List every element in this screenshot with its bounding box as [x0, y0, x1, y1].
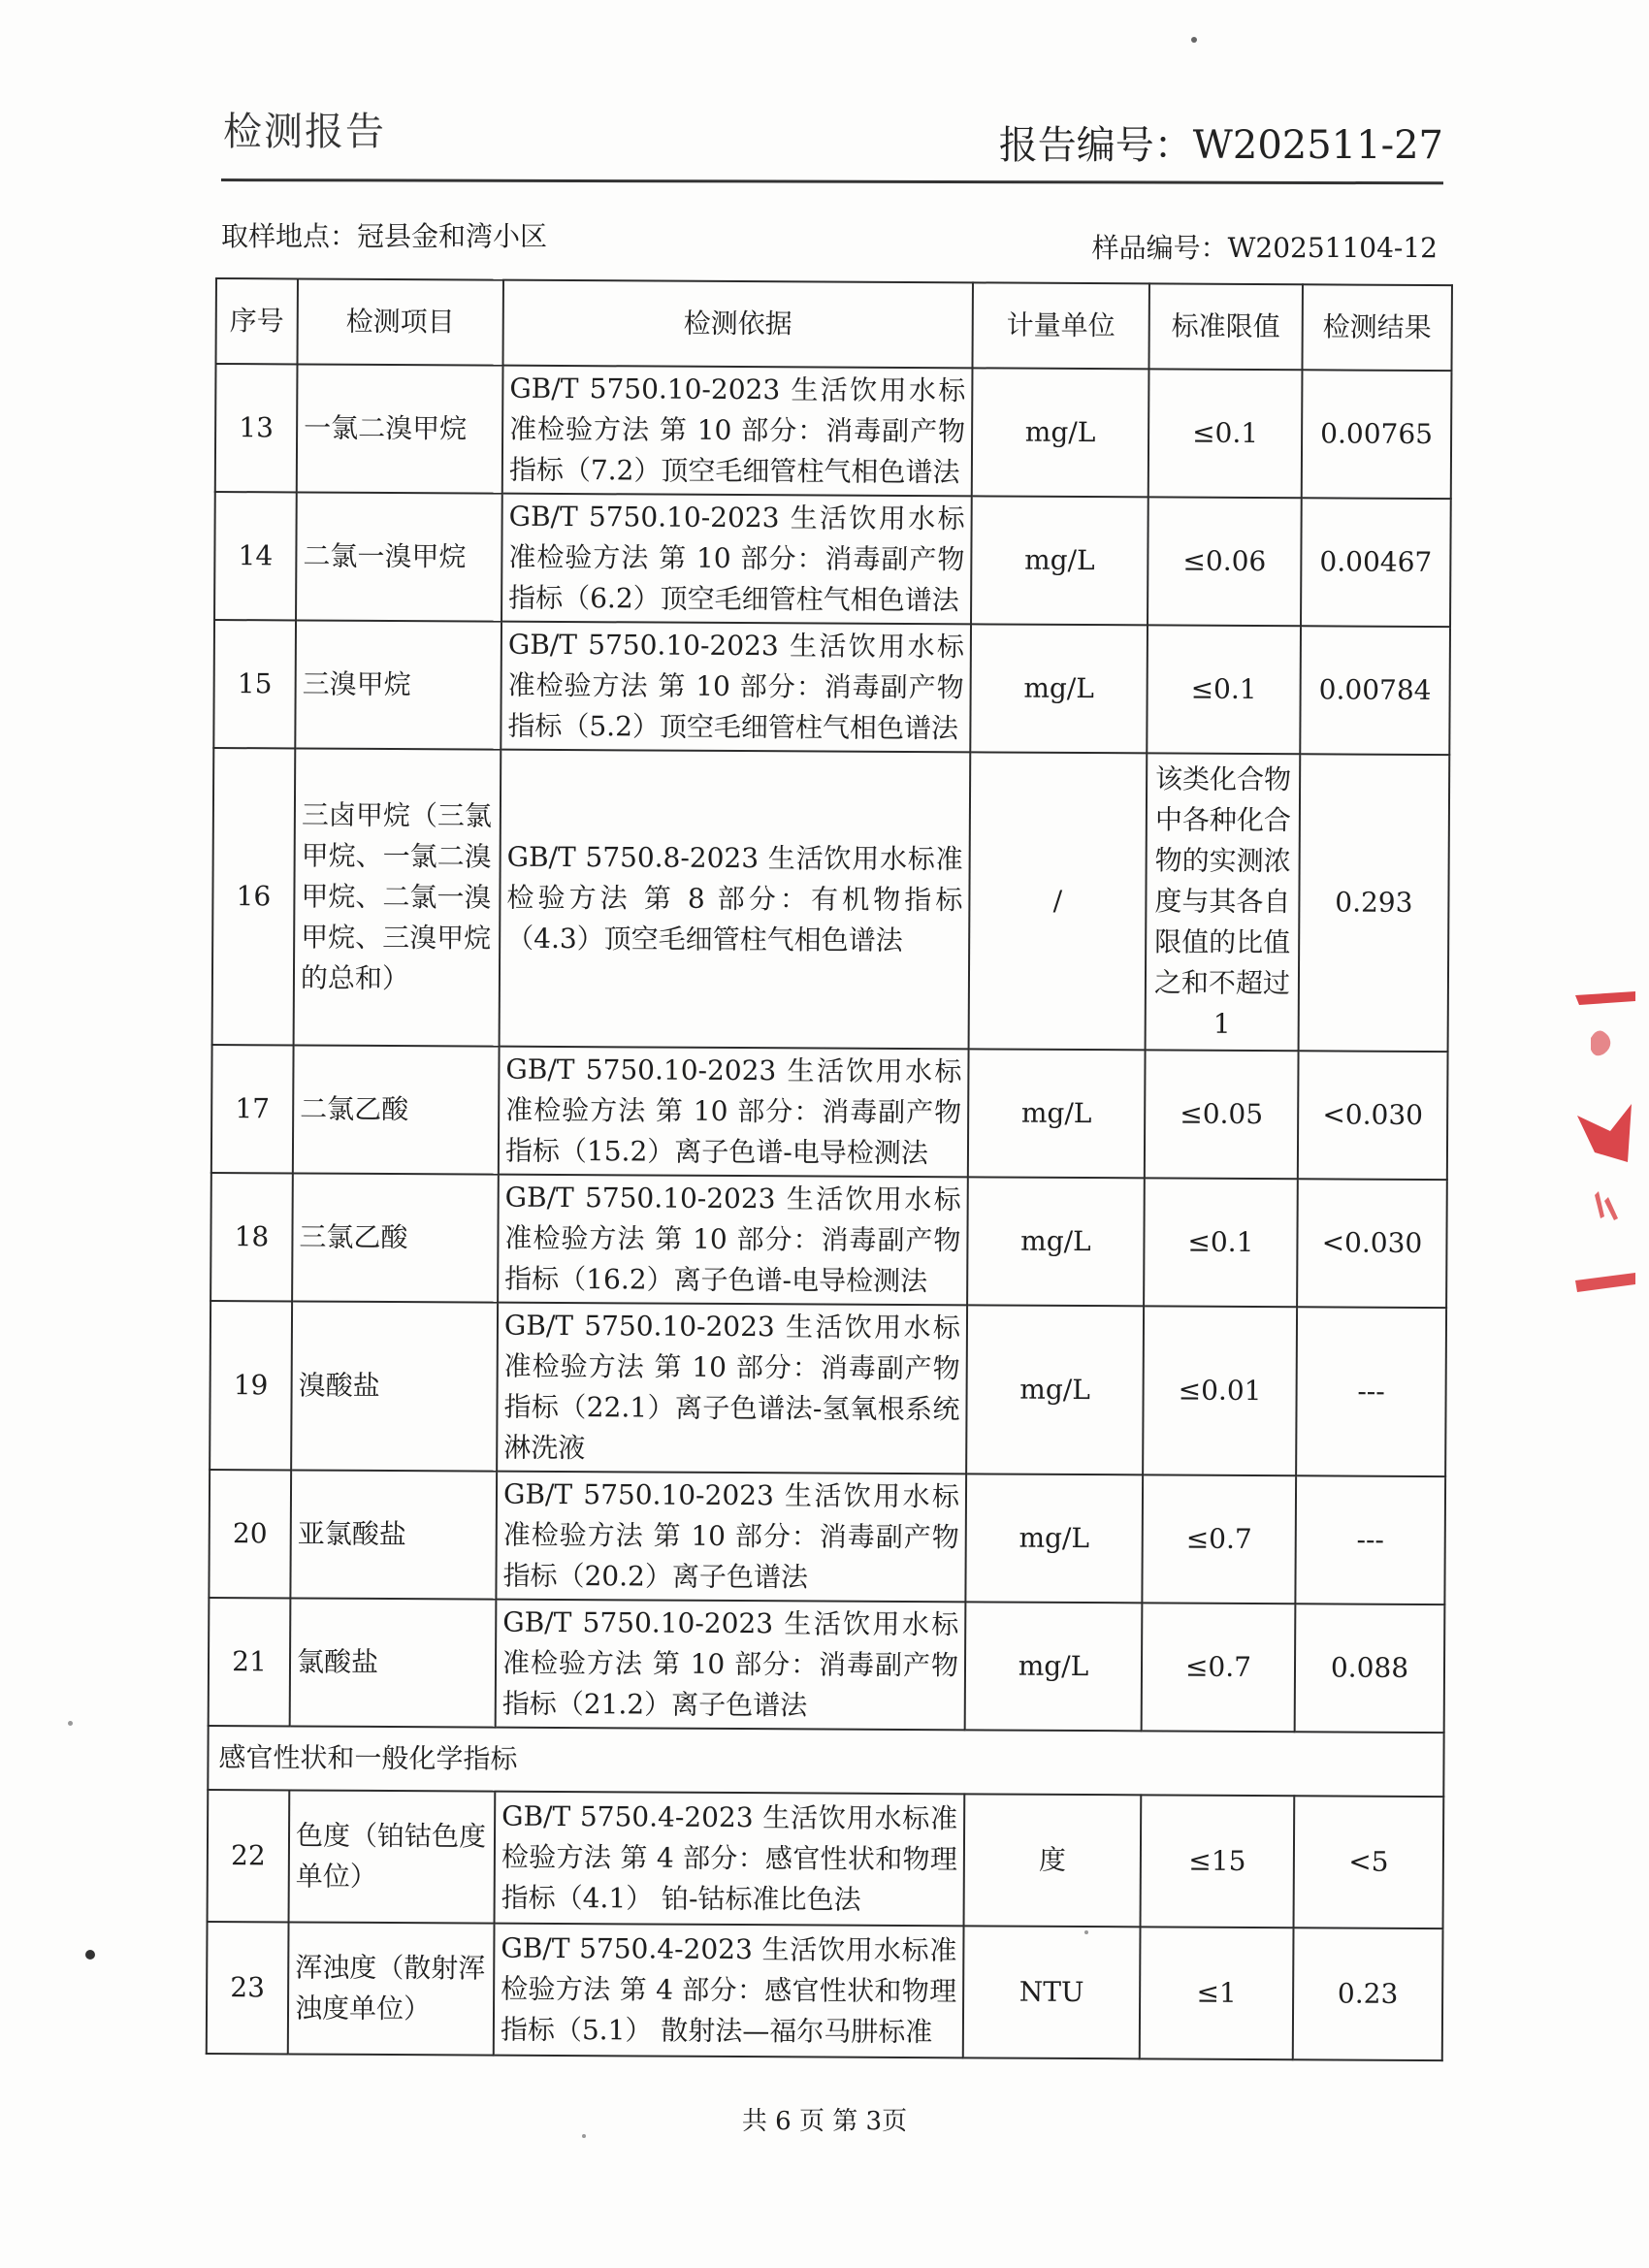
- result: <5: [1294, 1796, 1444, 1928]
- row-number: 18: [210, 1173, 293, 1301]
- sample-number: 样品编号：W20251104-12: [1091, 232, 1438, 264]
- unit: NTU: [963, 1926, 1141, 2058]
- limit: ≤0.1: [1148, 369, 1303, 498]
- test-basis: GB/T 5750.10-2023 生活饮用水标准检验方法 第 10 部分：消毒副产物指标（5.2）顶空毛细管柱气相色谱法: [501, 622, 971, 753]
- table-row: [210, 1301, 1446, 1476]
- result: <0.030: [1297, 1179, 1447, 1308]
- test-item: 二氯乙酸: [293, 1045, 500, 1174]
- test-item: 三氯乙酸: [292, 1173, 499, 1302]
- test-basis: GB/T 5750.10-2023 生活饮用水标准检验方法 第 10 部分：消毒副产物指标（22.1）离子色谱法-氢氧根系统淋洗液: [497, 1303, 967, 1474]
- unit: mg/L: [965, 1602, 1143, 1731]
- row-number: 19: [210, 1301, 292, 1470]
- row-number: 15: [213, 620, 296, 748]
- section-row: [208, 1726, 1443, 1797]
- unit: mg/L: [970, 624, 1148, 753]
- column-header: 序号: [216, 278, 298, 364]
- test-item: 三卤甲烷（三氯甲烷、一氯二溴甲烷、二氯一溴甲烷、三溴甲烷的总和）: [294, 748, 501, 1046]
- unit: mg/L: [965, 1474, 1143, 1603]
- result: ---: [1296, 1307, 1446, 1476]
- row-number: 21: [209, 1598, 291, 1726]
- test-item: 二氯一溴甲烷: [296, 492, 502, 621]
- test-item: 溴酸盐: [291, 1301, 498, 1471]
- unit: mg/L: [966, 1305, 1144, 1474]
- unit: mg/L: [967, 1177, 1145, 1306]
- result: 0.00784: [1300, 626, 1450, 755]
- row-number: 16: [212, 748, 296, 1045]
- row-number: 22: [208, 1790, 290, 1922]
- test-basis: GB/T 5750.10-2023 生活饮用水标准检验方法 第 10 部分：消毒副产物指标（21.2）离子色谱法: [496, 1600, 966, 1731]
- result: <0.030: [1298, 1051, 1448, 1180]
- table-row: [214, 492, 1451, 627]
- test-basis: GB/T 5750.4-2023 生活饮用水标准检验方法 第 4 部分：感官性状和物理指标（4.1） 铂-钴标准比色法: [495, 1792, 965, 1927]
- header-divider: [221, 178, 1443, 184]
- column-header: 检测项目: [298, 278, 503, 365]
- test-basis: GB/T 5750.10-2023 生活饮用水标准检验方法 第 10 部分：消毒副产物指标（15.2）离子色谱-电导检测法: [499, 1047, 969, 1178]
- limit: ≤15: [1141, 1795, 1295, 1928]
- row-number: 13: [215, 364, 298, 492]
- table-row: [210, 1173, 1447, 1308]
- test-basis: GB/T 5750.10-2023 生活饮用水标准检验方法 第 10 部分：消毒副产物指标（16.2）离子色谱-电导检测法: [498, 1175, 968, 1306]
- limit: ≤0.1: [1144, 1178, 1298, 1307]
- result: 0.00765: [1302, 370, 1452, 499]
- row-number: 17: [211, 1045, 294, 1173]
- table-row: [215, 364, 1452, 499]
- sample-location: 取样地点：冠县金和湾小区: [221, 220, 548, 252]
- results-table: [206, 277, 1453, 2061]
- page-footer: 共 6 页 第 3页: [741, 2107, 908, 2136]
- scan-speck: [1191, 37, 1197, 43]
- limit: ≤0.7: [1142, 1603, 1296, 1732]
- table-row: [207, 1922, 1443, 2060]
- result: ---: [1295, 1475, 1445, 1604]
- unit: mg/L: [971, 496, 1148, 625]
- limit: ≤0.7: [1142, 1474, 1296, 1604]
- test-basis: GB/T 5750.10-2023 生活饮用水标准检验方法 第 10 部分：消毒副产物指标（7.2）顶空毛细管柱气相色谱法: [502, 366, 973, 497]
- seal-stamp-fragment: [1571, 989, 1639, 1300]
- column-header: 计量单位: [972, 282, 1148, 369]
- result: 0.293: [1299, 754, 1450, 1052]
- limit: ≤0.06: [1148, 497, 1302, 626]
- unit: /: [969, 752, 1148, 1050]
- test-basis: GB/T 5750.10-2023 生活饮用水标准检验方法 第 10 部分：消毒副产物指标（20.2）离子色谱法: [496, 1472, 966, 1603]
- limit: ≤0.05: [1145, 1050, 1299, 1179]
- limit: 该类化合物中各种化合物的实测浓度与其各自限值的比值之和不超过1: [1146, 753, 1301, 1051]
- document-title: 检测报告: [223, 110, 386, 154]
- scan-speck: [85, 1950, 95, 1960]
- test-basis: GB/T 5750.4-2023 生活饮用水标准检验方法 第 4 部分：感官性状和物理指标（5.1） 散射法—福尔马肼标准: [494, 1924, 964, 2058]
- row-number: 20: [209, 1470, 291, 1598]
- unit: 度: [964, 1794, 1142, 1927]
- row-number: 23: [207, 1922, 289, 2054]
- results-table-wrapper: [206, 277, 1451, 2061]
- result: 0.00467: [1301, 498, 1451, 627]
- unit: mg/L: [968, 1049, 1146, 1178]
- table-header-row: [216, 278, 1452, 371]
- test-item: 浑浊度（散射浑浊度单位）: [288, 1922, 495, 2055]
- limit: ≤1: [1140, 1927, 1294, 2059]
- section-title: 感官性状和一般化学指标: [208, 1726, 1443, 1797]
- test-item: 亚氯酸盐: [290, 1470, 497, 1599]
- column-header: 检测结果: [1302, 284, 1451, 371]
- test-item: 三溴甲烷: [295, 620, 501, 749]
- test-item: 色度（铂钴色度单位）: [289, 1790, 496, 1923]
- table-row: [212, 748, 1450, 1052]
- scan-speck: [1084, 1930, 1088, 1934]
- column-header: 标准限值: [1148, 283, 1302, 370]
- report-number: 报告编号：W202511-27: [998, 123, 1443, 168]
- test-item: 氯酸盐: [290, 1598, 497, 1727]
- test-item: 一氯二溴甲烷: [297, 364, 503, 493]
- column-header: 检测依据: [502, 280, 972, 369]
- limit: ≤0.1: [1147, 625, 1301, 754]
- test-basis: GB/T 5750.8-2023 生活饮用水标准检验方法 第 8 部分：有机物指标（4.3）顶空毛细管柱气相色谱法: [500, 750, 971, 1050]
- test-basis: GB/T 5750.10-2023 生活饮用水标准检验方法 第 10 部分：消毒副产物指标（6.2）顶空毛细管柱气相色谱法: [501, 494, 972, 625]
- scan-speck: [68, 1721, 73, 1726]
- scan-speck: [582, 2134, 586, 2138]
- unit: mg/L: [972, 368, 1149, 497]
- limit: ≤0.01: [1143, 1306, 1297, 1475]
- table-row: [209, 1598, 1445, 1733]
- row-number: 14: [214, 492, 297, 620]
- table-row: [209, 1470, 1445, 1604]
- result: 0.23: [1293, 1928, 1443, 2060]
- table-row: [213, 620, 1450, 755]
- table-row: [208, 1790, 1444, 1928]
- table-row: [211, 1045, 1448, 1180]
- result: 0.088: [1295, 1604, 1445, 1733]
